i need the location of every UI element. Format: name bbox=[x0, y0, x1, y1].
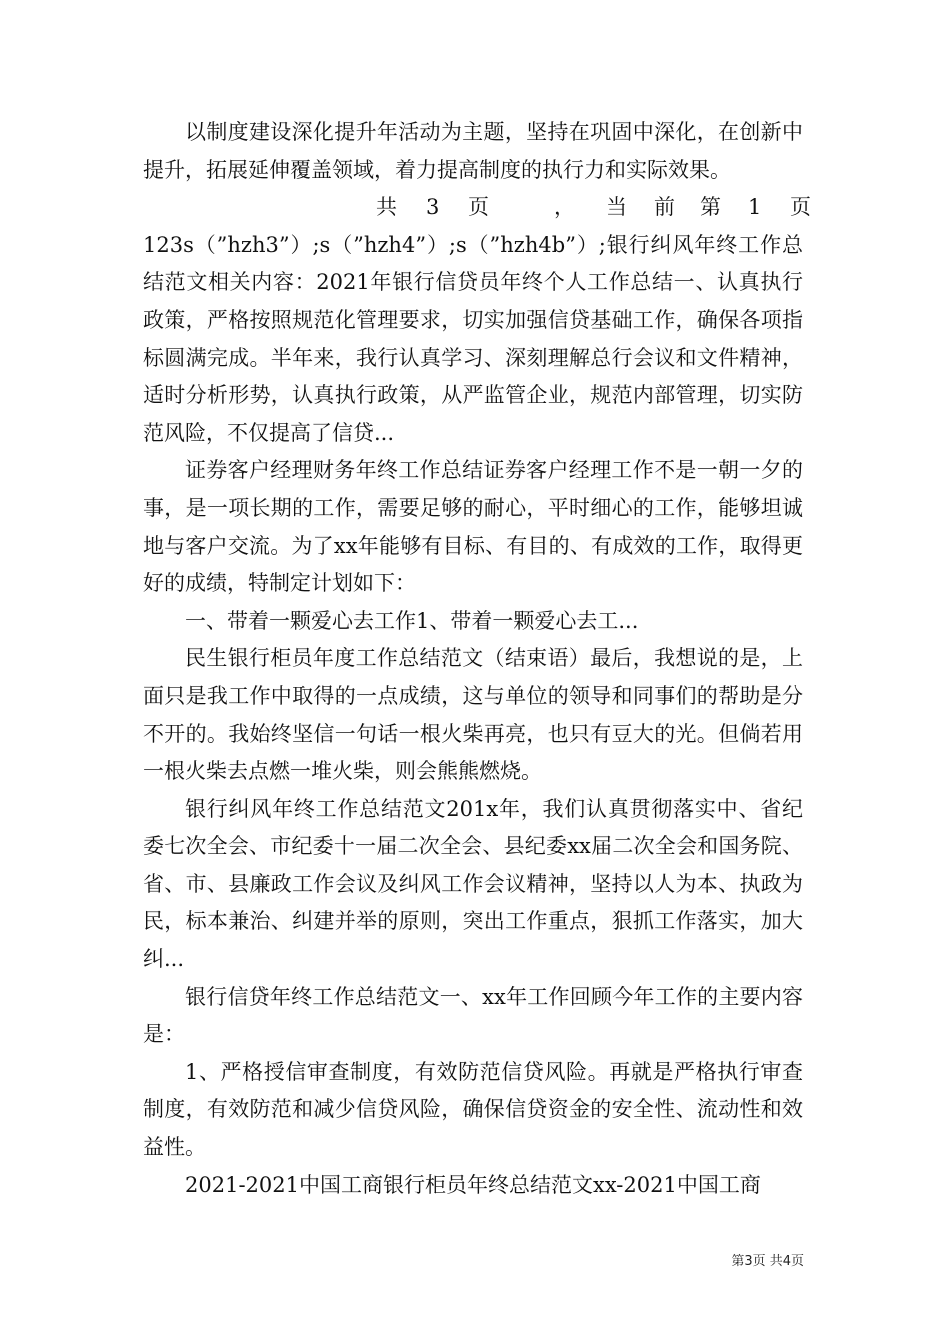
paragraph-8: 1、严格授信审查制度，有效防范信贷风险。再就是严格执行审查制度，有效防范和减少信贷风险，确保信贷资金的安全性、流动性和效益性。 bbox=[143, 1059, 803, 1160]
pager-char: 页 bbox=[790, 195, 811, 220]
pager-char: 页 bbox=[468, 195, 489, 220]
paragraph-7: 银行信贷年终工作总结范文一、xx年工作回顾今年工作的主要内容是： bbox=[143, 984, 803, 1047]
paragraph-1: 以制度建设深化提升年活动为主题，坚持在巩固中深化，在创新中提升，拓展延伸覆盖领域，着力提高制度的执行力和实际效果。 bbox=[143, 120, 803, 182]
pager-char: 3 bbox=[426, 195, 440, 220]
pager-char: 前 bbox=[654, 195, 675, 220]
paragraph-4: 一、带着一颗爱心去工作1、带着一颗爱心去工... bbox=[185, 608, 639, 633]
paragraph-6: 银行纠风年终工作总结范文201x年，我们认真贯彻落实中、省纪委七次全会、市纪委十一届二次全会、县纪委xx届二次全会和国务院、省、市、县廉政工作会议及纠风工作会议精神，坚持以人为本、执政为民，标本兼治、纠建并举的原则，突出工作重点，狠抓工作落实，加大纠... bbox=[143, 796, 803, 972]
pager-char: 1 bbox=[748, 195, 762, 220]
pager-char: 当 bbox=[606, 195, 627, 220]
page-footer: 第3页 共4页 bbox=[731, 1254, 804, 1269]
pager-char: 共 bbox=[376, 195, 397, 220]
paragraph-2: 123s（”hzh3”）;s（”hzh4”）;s（”hzh4b”）;银行纠风年终工作总结范文相关内容：2021年银行信贷员年终个人工作总结一、认真执行政策，严格按照规范化管理要求，切实加强信贷基础工作，确保各项指标圆满完成。半年来，我行认真学习、深刻理解总行会议和文件精神，适时分析形势，认真执行政策，从严监管企业，规范内部管理，切实防范风险，不仅提高了信贷... bbox=[143, 232, 803, 445]
document-body bbox=[143, 114, 811, 1204]
paragraph-3: 证券客户经理财务年终工作总结证券客户经理工作不是一朝一夕的事，是一项长期的工作，需要足够的耐心，平时细心的工作，能够坦诚地与客户交流。为了xx年能够有目标、有目的、有成效的工作，取得更好的成绩，特制定计划如下： bbox=[143, 458, 803, 596]
pager-char: ， bbox=[554, 195, 575, 220]
paragraph-5: 民生银行柜员年度工作总结范文（结束语）最后，我想说的是，上面只是我工作中取得的一点成绩，这与单位的领导和同事们的帮助是分不开的。我始终坚信一句话一根火柴再亮，也只有豆大的光。但倘若用一根火柴去点燃一堆火柴，则会熊熊燃烧。 bbox=[143, 646, 803, 784]
inline-page-indicator bbox=[143, 189, 811, 227]
paragraph-9: 2021-2021中国工商银行柜员年终总结范文xx-2021中国工商 bbox=[185, 1172, 761, 1197]
pager-char: 第 bbox=[700, 195, 721, 220]
